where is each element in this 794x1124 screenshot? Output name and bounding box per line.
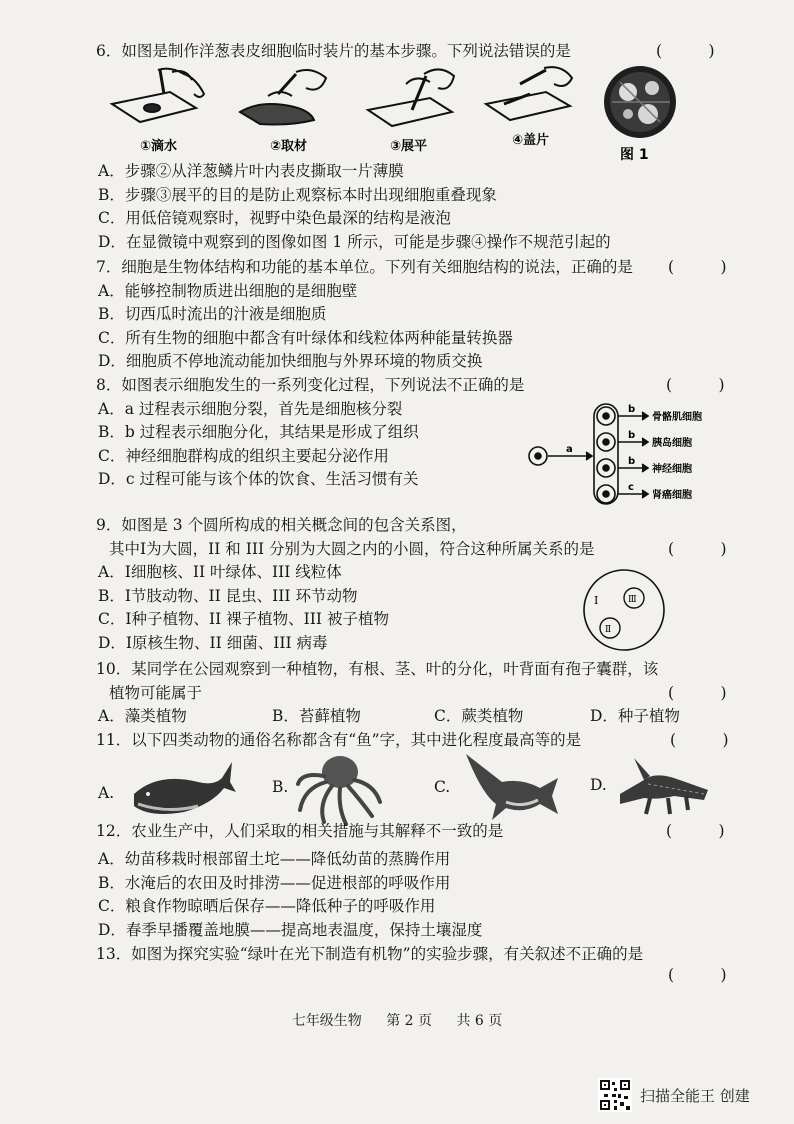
crocodile-image — [614, 750, 714, 820]
q7-stem: 7．细胞是生物体结构和功能的基本单位。下列有关细胞结构的说法，正确的是 — [96, 258, 633, 276]
q8-branch3-arrow-label: b — [628, 456, 636, 467]
q10-option-b: B．苔藓植物 — [272, 707, 361, 725]
q6-stem: 6．如图是制作洋葱表皮细胞临时装片的基本步骤。下列说法错误的是 — [96, 42, 571, 60]
q8-option-c: C．神经细胞群构成的组织主要起分泌作用 — [98, 447, 389, 465]
q6-option-b: B．步骤③展平的目的是防止观察标本时出现细胞重叠现象 — [98, 186, 497, 204]
q10-option-a: A．藻类植物 — [98, 707, 187, 725]
footer-total-pages: 共 6 页 — [456, 1013, 503, 1029]
figure1-microscope-view — [604, 66, 676, 138]
q6-steps-figure — [100, 64, 760, 168]
q8-answer-paren: ( ) — [666, 376, 725, 394]
step1-drip-illustration — [112, 69, 204, 122]
q13-stem: 13．如图为探究实验“绿叶在光下制造有机物”的实验步骤，有关叙述不正确的是 — [96, 945, 644, 963]
q9-stem-line1: 9．如图是 3 个圆所构成的相关概念间的包含关系图， — [96, 516, 467, 534]
step2-take-material-illustration — [240, 70, 326, 125]
q8-option-a: A．a 过程表示细胞分裂，首先是细胞核分裂 — [98, 400, 403, 418]
q8-branch1-cell: 骨骼肌细胞 — [652, 412, 702, 423]
q7-option-c: C．所有生物的细胞中都含有叶绿体和线粒体两种能量转换器 — [98, 329, 513, 347]
step3-caption: ③展平 — [390, 139, 428, 154]
q9-big-circle-label: I — [594, 594, 599, 607]
qr-code-icon — [598, 1078, 632, 1112]
q12-option-b: B．水淹后的农田及时排涝——促进根部的呼吸作用 — [98, 874, 451, 892]
q12-option-a: A．幼苗移栽时根部留土坨——降低幼苗的蒸腾作用 — [98, 850, 451, 868]
q11-label-c: C. — [434, 778, 451, 796]
q10-answer-paren: ( ) — [668, 684, 727, 702]
page-footer — [0, 1010, 794, 1030]
q13-answer-paren: ( ) — [668, 966, 727, 984]
q8-option-b: B．b 过程表示细胞分化，其结果是形成了组织 — [98, 423, 419, 441]
q6-option-d: D．在显微镜中观察到的图像如图 1 所示，可能是步骤④操作不规范引起的 — [98, 233, 611, 251]
step2-caption: ②取材 — [270, 139, 308, 154]
q6-option-a: A．步骤②从洋葱鳞片叶内表皮撕取一片薄膜 — [98, 162, 404, 180]
q10-stem-line1: 10．某同学在公园观察到一种植物，有根、茎、叶的分化，叶背面有孢子囊群，该 — [96, 660, 659, 678]
q11-label-b: B. — [272, 778, 289, 796]
q8-branch1-arrow-label: b — [628, 404, 636, 415]
q7-option-d: D．细胞质不停地流动能加快细胞与外界环境的物质交换 — [98, 352, 483, 370]
q8-branch2-arrow-label: b — [628, 430, 636, 441]
q8-branch2-cell: 胰岛细胞 — [652, 438, 692, 449]
q8-branch4-arrow-label: c — [628, 482, 634, 493]
q6-option-c: C．用低倍镜观察时，视野中染色最深的结构是液泡 — [98, 209, 451, 227]
q9-small-circle1-label: Ⅲ — [628, 595, 637, 605]
q8-branch3-cell: 神经细胞 — [652, 464, 692, 475]
shark-image — [462, 748, 562, 828]
q12-option-d: D．春季早播覆盖地膜——提高地表温度，保持土壤湿度 — [98, 921, 483, 939]
q9-small-circle2-label: Ⅱ — [605, 625, 612, 635]
q11-stem: 11．以下四类动物的通俗名称都含有“鱼”字，其中进化程度最高等的是 — [96, 731, 582, 749]
q8-branch4-cell: 肾癌细胞 — [652, 490, 692, 501]
q8-cell-diagram — [526, 400, 748, 510]
q9-option-d: D．Ⅰ原核生物、II 细菌、III 病毒 — [98, 634, 328, 652]
footer-page-number: 第 2 页 — [386, 1013, 432, 1029]
scanner-watermark-text: 扫描全能王 创建 — [640, 1086, 750, 1105]
q8-stem: 8．如图表示细胞发生的一系列变化过程，下列说法不正确的是 — [96, 376, 525, 394]
q11-label-d: D. — [590, 776, 607, 794]
q7-option-b: B．切西瓜时流出的汁液是细胞质 — [98, 305, 327, 323]
q6-answer-paren: ( ) — [656, 42, 715, 60]
q12-option-c: C．粮食作物晾晒后保存——降低种子的呼吸作用 — [98, 897, 436, 915]
q12-stem: 12．农业生产中，人们采取的相关措施与其解释不一致的是 — [96, 822, 504, 840]
whale-image — [128, 752, 238, 824]
q8-arrow-a-label: a — [566, 444, 573, 455]
scanner-watermark — [598, 1078, 750, 1112]
figure1-label: 图 1 — [620, 147, 649, 163]
step4-caption: ④盖片 — [512, 133, 550, 148]
q9-option-a: A．Ⅰ细胞核、II 叶绿体、III 线粒体 — [98, 563, 342, 581]
q12-answer-paren: ( ) — [666, 822, 725, 840]
q11-label-a: A. — [98, 784, 115, 802]
q9-answer-paren: ( ) — [668, 540, 727, 558]
step3-flatten-illustration — [368, 69, 454, 126]
q10-stem-line2: 植物可能属于 — [109, 684, 203, 702]
q8-option-d: D．c 过程可能与该个体的饮食、生活习惯有关 — [98, 470, 419, 488]
q9-circle-diagram — [580, 566, 670, 656]
q7-answer-paren: ( ) — [668, 258, 727, 276]
step4-cover-slip-illustration — [486, 67, 572, 120]
q9-stem-line2: 其中Ⅰ为大圆，II 和 III 分别为大圆之内的小圆，符合这种所属关系的是 — [109, 540, 595, 558]
octopus-image — [294, 748, 384, 828]
step1-caption: ①滴水 — [140, 139, 178, 154]
q9-option-c: C．Ⅰ种子植物、II 裸子植物、III 被子植物 — [98, 610, 389, 628]
footer-subject: 七年级生物 — [291, 1013, 362, 1029]
q10-option-c: C．蕨类植物 — [434, 707, 524, 725]
q7-option-a: A．能够控制物质进出细胞的是细胞壁 — [98, 282, 358, 300]
q10-option-d: D．种子植物 — [590, 707, 680, 725]
q11-answer-paren: ( ) — [670, 731, 729, 749]
q9-option-b: B．Ⅰ节肢动物、II 昆虫、III 环节动物 — [98, 587, 358, 605]
